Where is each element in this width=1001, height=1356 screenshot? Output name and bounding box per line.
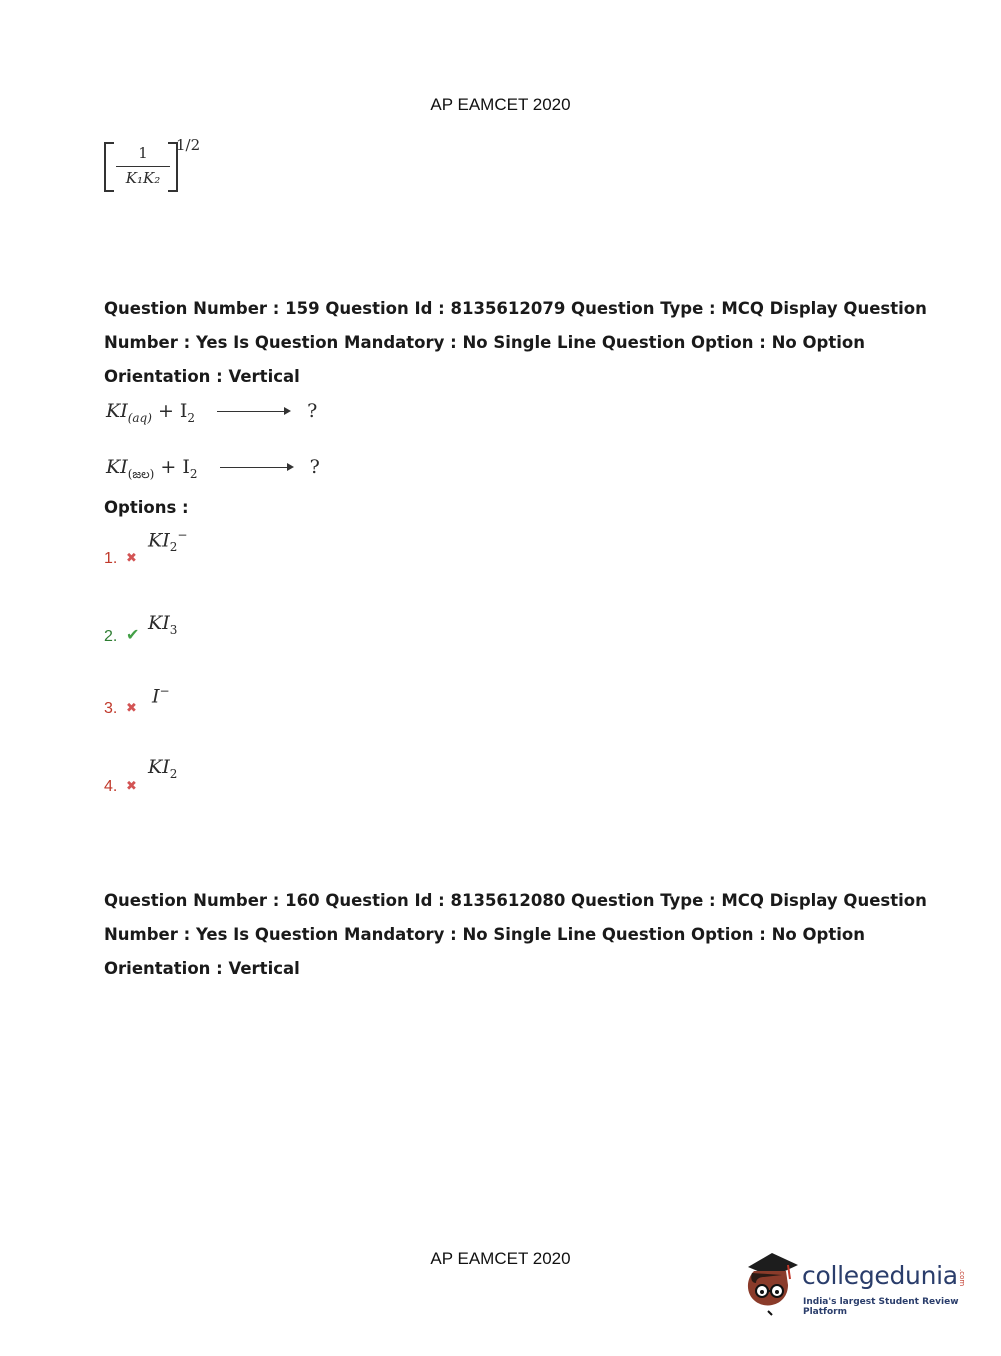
question-info-line: Number : Yes Is Question Mandatory : No Single Line Question Option : No Option bbox=[104, 925, 865, 944]
question-160-info bbox=[104, 884, 927, 986]
options-label: Options : bbox=[104, 498, 189, 517]
option-value: $KI_2^-$ bbox=[148, 528, 188, 555]
question-info-line: Question Number : 160 Question Id : 8135612080 Question Type : MCQ Display Question bbox=[104, 891, 927, 910]
collegedunia-logo bbox=[742, 1249, 982, 1319]
option-value: $KI_3$ bbox=[148, 612, 178, 637]
fraction-denominator: K₁K₂ bbox=[125, 169, 161, 187]
question-159-info bbox=[104, 292, 927, 394]
fraction-numerator: 1 bbox=[138, 144, 148, 162]
option-number: 3. bbox=[104, 700, 118, 717]
question-equation-telugu: $KI_{(జల)} + I_2$ ? bbox=[106, 456, 320, 481]
cross-icon: ✖ bbox=[126, 779, 137, 794]
option-number: 2. bbox=[104, 628, 118, 645]
mascot-icon bbox=[742, 1249, 800, 1319]
question-info-line: Question Number : 159 Question Id : 8135612079 Question Type : MCQ Display Question bbox=[104, 299, 927, 318]
reaction-arrow bbox=[217, 407, 291, 417]
previous-answer-formula bbox=[104, 136, 214, 196]
question-info-line: Number : Yes Is Question Mandatory : No Single Line Question Option : No Option bbox=[104, 333, 865, 352]
option-1 bbox=[104, 528, 304, 568]
left-bracket bbox=[104, 142, 114, 192]
fraction-exponent: 1/2 bbox=[176, 136, 201, 154]
reaction-arrow bbox=[220, 463, 294, 473]
logo-domain: .com bbox=[958, 1269, 966, 1287]
option-number: 4. bbox=[104, 778, 118, 795]
page-header: AP EAMCET 2020 bbox=[430, 95, 571, 114]
logo-tagline: India's largest Student Review Platform bbox=[803, 1297, 959, 1317]
option-3 bbox=[104, 678, 304, 718]
logo-wordmark: collegedunia bbox=[802, 1261, 958, 1290]
page-footer: AP EAMCET 2020 bbox=[430, 1249, 571, 1268]
option-4 bbox=[104, 756, 304, 796]
option-value: $KI_2$ bbox=[148, 756, 178, 781]
cross-icon: ✖ bbox=[126, 701, 137, 716]
check-icon: ✔ bbox=[126, 625, 140, 644]
question-info-line: Orientation : Vertical bbox=[104, 367, 300, 386]
option-value: I− bbox=[152, 684, 170, 708]
fraction-bar bbox=[116, 166, 170, 167]
question-equation-english: $KI_{(aq)} + I_2$ ? bbox=[106, 400, 318, 425]
option-number: 1. bbox=[104, 550, 118, 567]
option-2 bbox=[104, 606, 304, 646]
question-info-line: Orientation : Vertical bbox=[104, 959, 300, 978]
cross-icon: ✖ bbox=[126, 551, 137, 566]
